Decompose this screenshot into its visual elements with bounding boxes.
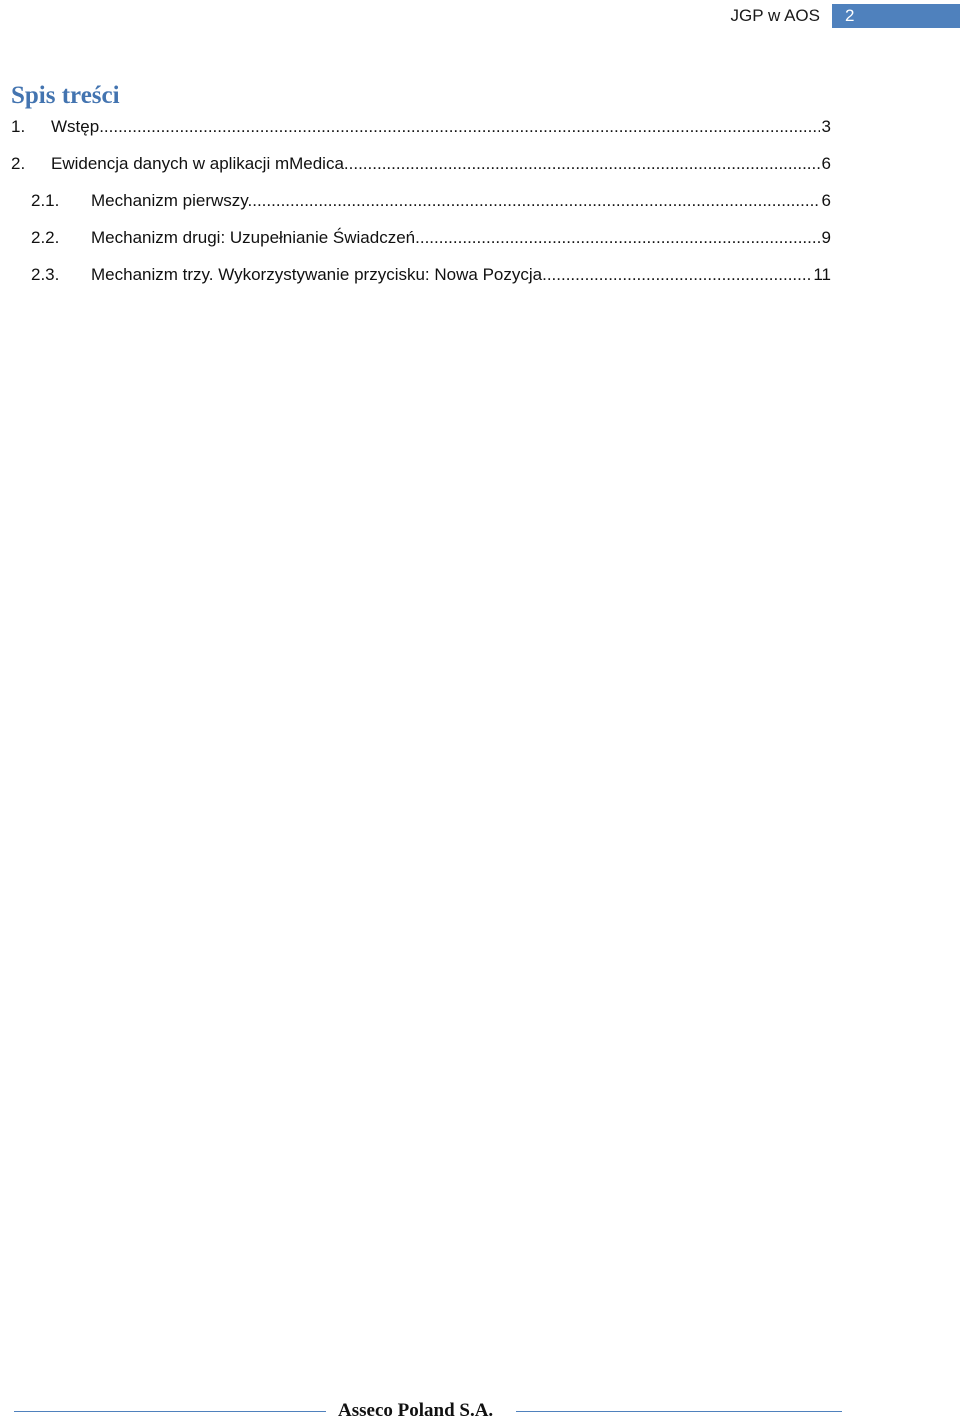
toc-entry-number: 2. — [11, 154, 26, 173]
toc-entry-text: Mechanizm pierwszy. — [91, 191, 253, 210]
page-header — [731, 4, 960, 28]
toc-leader-dots — [99, 116, 819, 138]
header-page-number: 2 — [832, 4, 960, 28]
toc-entry-number: 2.1. — [31, 191, 60, 210]
toc-entry[interactable] — [11, 227, 831, 264]
toc-entry[interactable] — [11, 153, 831, 190]
toc-entry-page: 6 — [821, 154, 831, 173]
toc-entry-number: 2.3. — [31, 265, 60, 284]
toc-entry-number: 2.2. — [31, 228, 60, 247]
toc-leader-dots — [349, 153, 820, 175]
toc-entry-number: 1. — [11, 117, 26, 136]
toc-entry-text: Mechanizm drugi: Uzupełnianie Świadczeń. — [91, 228, 420, 247]
toc-entry-page: 11 — [813, 265, 831, 284]
toc-leader-dots — [420, 227, 820, 249]
toc-entry[interactable] — [11, 264, 831, 301]
toc-leader-dots — [547, 264, 812, 286]
toc-entry-text: Ewidencja danych w aplikacji mMedica. — [51, 154, 349, 173]
toc-leader-dots — [252, 190, 819, 212]
toc-title: Spis treści — [11, 82, 120, 109]
footer-company: Asseco Poland S.A. — [338, 1400, 494, 1421]
footer-divider-left — [14, 1411, 326, 1412]
toc-entry-page: 6 — [821, 191, 831, 210]
header-title: JGP w AOS — [730, 6, 820, 25]
toc-entry-text: Mechanizm trzy. Wykorzystywanie przycisku: Nowa Pozycja. — [91, 265, 547, 284]
footer-divider-right — [516, 1411, 842, 1412]
toc-entry-text: Wstęp — [51, 117, 100, 136]
toc-entry-page: 9 — [821, 228, 831, 247]
table-of-contents — [11, 116, 831, 301]
toc-entry-page: 3 — [821, 117, 831, 136]
toc-entry[interactable] — [11, 190, 831, 227]
page-footer — [0, 1400, 960, 1422]
toc-entry[interactable] — [11, 116, 831, 153]
